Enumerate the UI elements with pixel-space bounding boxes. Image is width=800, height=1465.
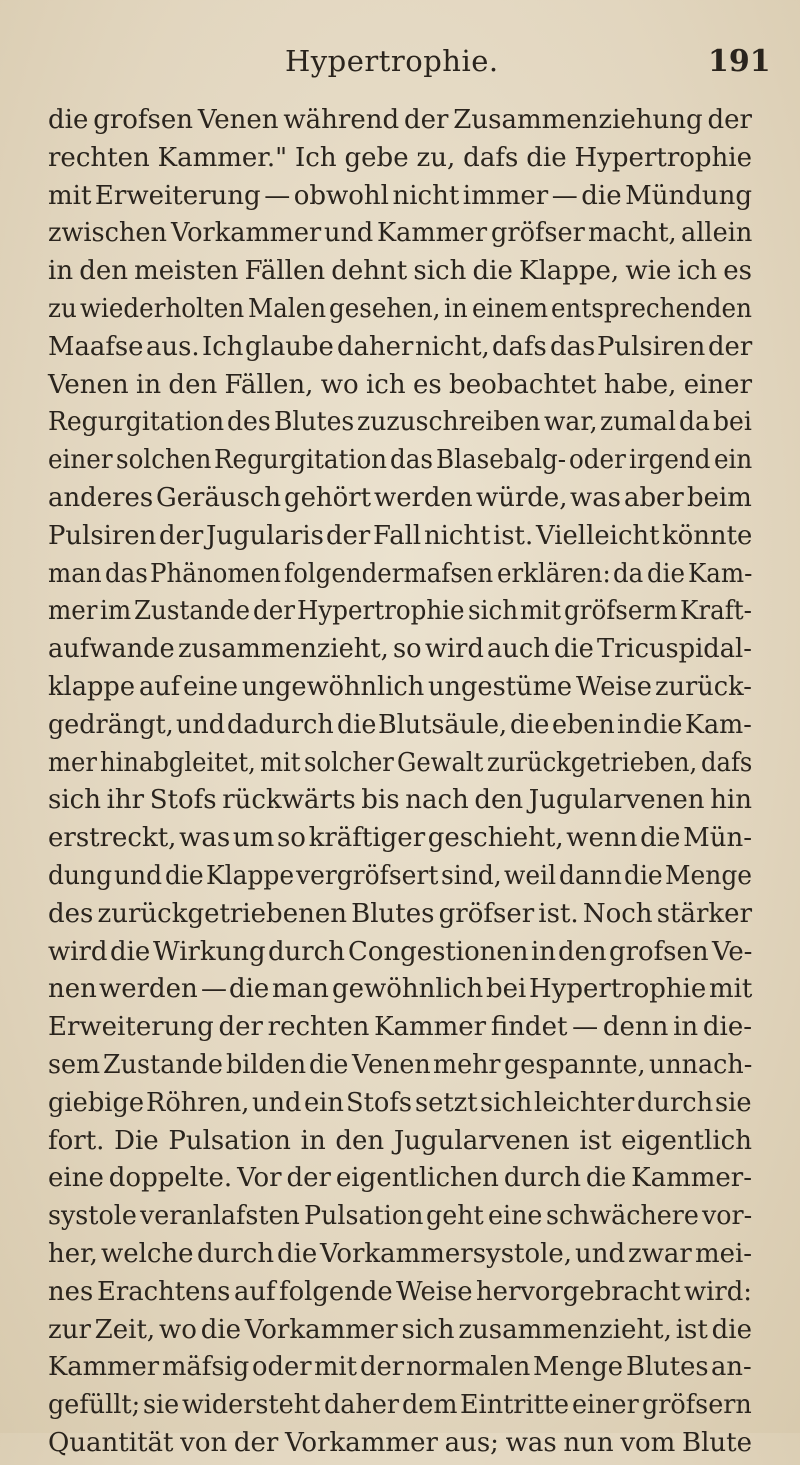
text-line: Venen in den Fällen, wo ich es beobachtet habe, einer xyxy=(48,369,752,400)
text-line: aufwande zusammenzieht, so wird auch die Tricuspidal- xyxy=(48,634,752,665)
text-line: sem Zustande bilden die Venen mehr gespannte, unnach- xyxy=(48,1050,752,1080)
text-line: einer solchen Regurgitation das Blasebalg- oder irgend ein xyxy=(48,445,752,476)
text-line: systole veranlafsten Pulsation geht eine schwächere vor- xyxy=(48,1201,753,1232)
text-line: man das Phänomen folgendermafsen erklären: da die Kam- xyxy=(48,558,753,589)
text-line: des zurückgetriebenen Blutes gröfser ist. Noch stärker xyxy=(48,898,752,929)
text-line: zwischen Vorkammer und Kammer gröfser macht, allein xyxy=(48,218,752,249)
text-line: her, welche durch die Vorkammersystole, und zwar mei- xyxy=(48,1239,752,1269)
text-line: fort. Die Pulsation in den Jugularvenen ist eigentlich xyxy=(48,1125,752,1156)
text-line: Kammer mäfsig oder mit der normalen Menge Blutes an- xyxy=(48,1352,752,1383)
text-line: nes Erachtens auf folgende Weise hervorgebracht wird: xyxy=(48,1276,752,1307)
text-line: eine doppelte. Vor der eigentlichen durch die Kammer- xyxy=(48,1163,752,1194)
text-line: die grofsen Venen während der Zusammenziehung der xyxy=(48,105,752,135)
text-line: klappe auf eine ungewöhnlich ungestüme Weise zurück- xyxy=(48,672,752,702)
page-header xyxy=(0,44,800,84)
text-line: Pulsiren der Jugularis der Fall nicht ist. Vielleicht könnte xyxy=(48,520,753,551)
text-line: anderes Geräusch gehört werden würde, was aber beim xyxy=(48,483,752,513)
running-title: Hypertrophie. xyxy=(285,44,499,78)
text-line: gefüllt; sie widersteht daher dem Eintritte einer gröfsern xyxy=(48,1390,752,1421)
text-line: zur Zeit, wo die Vorkammer sich zusammenzieht, ist die xyxy=(48,1314,752,1345)
text-line: rechten Kammer." Ich gebe zu, dafs die Hypertrophie xyxy=(48,142,752,173)
text-line: mer hinabgleitet, mit solcher Gewalt zurückgetrieben, dafs xyxy=(48,747,753,778)
text-line: mer im Zustande der Hypertrophie sich mit gröfserm Kraft- xyxy=(48,596,752,627)
text-line: sich ihr Stofs rückwärts bis nach den Jugularvenen hin xyxy=(48,785,752,816)
text-line: zu wiederholten Malen gesehen, in einem entsprechenden xyxy=(48,294,753,324)
text-line: Maafse aus. Ich glaube daher nicht, dafs das Pulsiren der xyxy=(48,331,752,362)
text-line: mit Erweiterung — obwohl nicht immer — die Mündung xyxy=(48,180,752,211)
text-line: in den meisten Fällen dehnt sich die Klappe, wie ich es xyxy=(48,256,752,287)
text-line: Quantität von der Vorkammer aus; was nun vom Blute xyxy=(48,1428,752,1458)
text-line: wird die Wirkung durch Congestionen in den grofsen Ve- xyxy=(48,936,753,967)
text-line: Erweiterung der rechten Kammer findet — denn in die- xyxy=(48,1012,752,1043)
text-line: gedrängt, und dadurch die Blutsäule, die eben in die Kam- xyxy=(48,709,752,740)
text-line: erstreckt, was um so kräftiger geschieht, wenn die Mün- xyxy=(48,823,752,854)
text-line: giebige Röhren, und ein Stofs setzt sich leichter durch sie xyxy=(48,1087,752,1118)
page-number: 191 xyxy=(708,44,771,79)
text-line: nen werden — die man gewöhnlich bei Hypertrophie mit xyxy=(48,974,753,1005)
text-line: Regurgitation des Blutes zuzuschreiben war, zumal da bei xyxy=(48,407,752,438)
text-line: dung und die Klappe vergröfsert sind, weil dann die Menge xyxy=(48,861,752,891)
